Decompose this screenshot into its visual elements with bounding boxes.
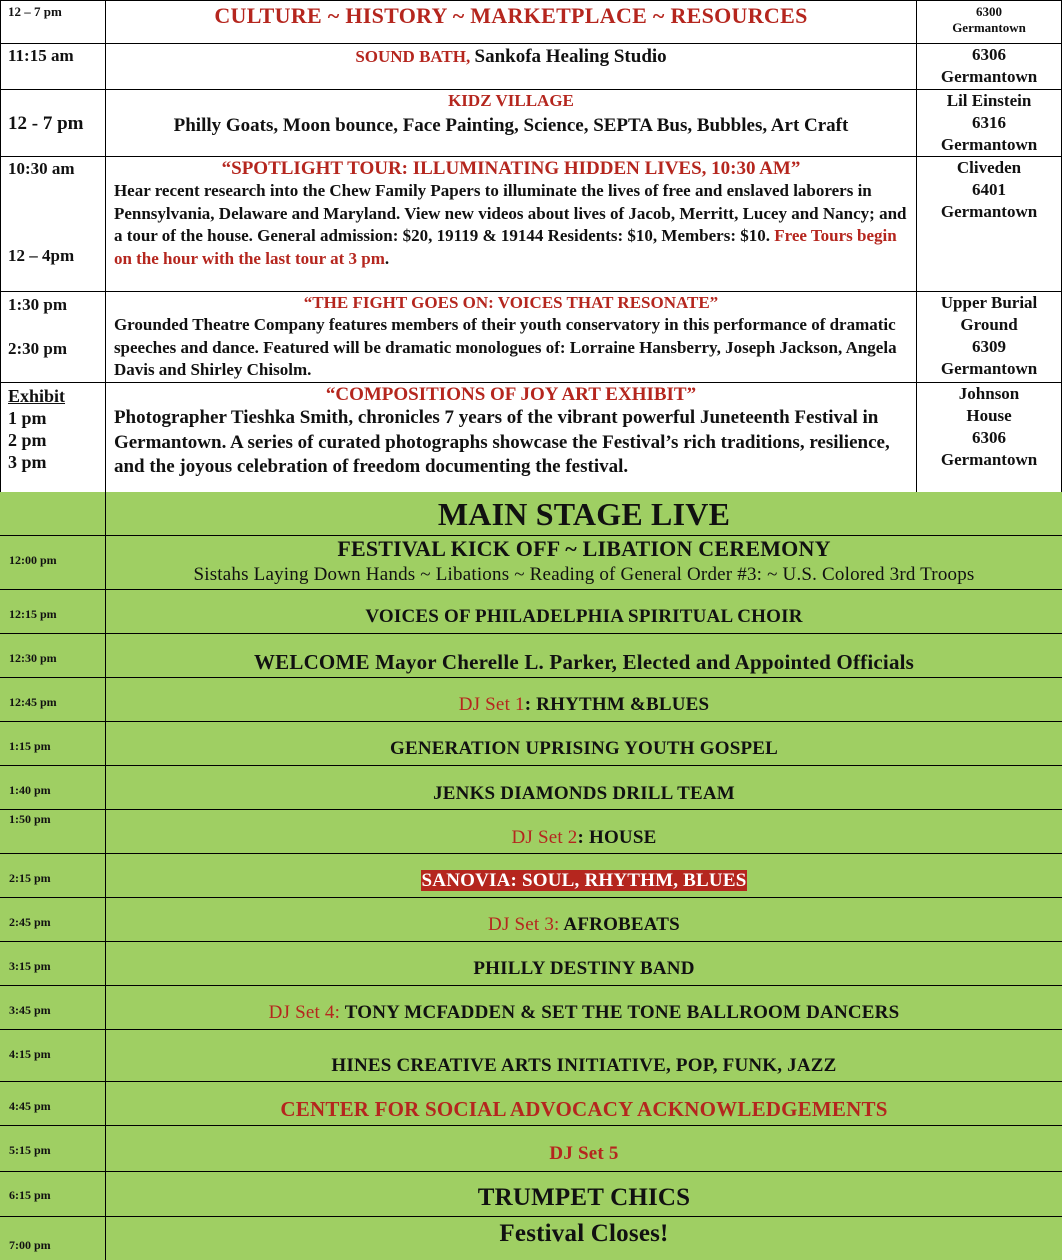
stage-row	[0, 722, 1062, 766]
event-desc: Grounded Theatre Company features members of their youth conservatory in this performance of dramatic speeches and dance. Featured will be dramatic monologues of: Lorraine Hansberry, Joseph Jackson, Angela Davis and Shirley Chisolm.	[113, 315, 897, 379]
desc-end: .	[384, 248, 390, 268]
stage-time: 3:15 pm	[9, 959, 51, 973]
stage-act	[106, 914, 1062, 936]
location-line: Cliveden	[956, 158, 1022, 177]
stage-act	[106, 827, 1062, 849]
stage-row	[0, 590, 1062, 634]
event-title: “COMPOSITIONS OF JOY ART EXHIBIT”	[325, 384, 697, 405]
schedule-header	[105, 1, 916, 44]
stage-row	[0, 898, 1062, 942]
location-line: 6309	[972, 337, 1007, 356]
event-host: Sankofa Healing Studio	[474, 46, 667, 67]
stage-time: 2:45 pm	[9, 915, 51, 929]
stage-time: 6:15 pm	[9, 1188, 51, 1202]
location-cell	[917, 292, 1062, 383]
time-label: 1:30 pm	[8, 295, 68, 314]
dj-set-genre: TONY MCFADDEN & SET THE TONE BALLROOM DANCERS	[340, 1002, 900, 1023]
location-line: 6401	[972, 180, 1007, 199]
table-row	[1, 1, 1062, 44]
table-row	[1, 383, 1062, 493]
location-line: Germantown	[940, 359, 1038, 378]
dj-set-label: DJ Set 4:	[268, 1002, 341, 1023]
main-stage-title: MAIN STAGE LIVE	[437, 496, 731, 532]
stage-time: 1:50 pm	[9, 812, 51, 826]
dj-set-label: DJ Set 3:	[488, 914, 560, 935]
stage-row	[0, 1126, 1062, 1172]
time-cell: 12 – 7 pm	[1, 1, 106, 44]
location-line: Upper Burial	[940, 293, 1038, 312]
stage-row	[0, 1217, 1062, 1260]
location-line: 6306	[972, 45, 1007, 64]
stage-row	[0, 1172, 1062, 1217]
stage-act: CENTER FOR SOCIAL ADVOCACY ACKNOWLEDGEMENTS	[280, 1097, 888, 1121]
event-cell	[105, 157, 916, 292]
stage-time: 5:15 pm	[9, 1143, 51, 1157]
stage-act: VOICES OF PHILADELPHIA SPIRITUAL CHOIR	[365, 606, 803, 627]
location-line: Johnson	[958, 384, 1020, 403]
time-label: 3 pm	[8, 452, 47, 472]
stage-time: 2:15 pm	[9, 871, 51, 885]
location-cell	[917, 383, 1062, 493]
location-line: Lil Einstein	[946, 91, 1032, 110]
exhibit-label: Exhibit	[8, 386, 66, 406]
main-stage-section	[0, 492, 1062, 1260]
event-desc	[114, 180, 908, 270]
location-line: Germantown	[952, 20, 1026, 35]
stage-row	[0, 634, 1062, 678]
dj-set-label: DJ Set 1	[458, 694, 525, 715]
location-line: Germantown	[940, 450, 1038, 469]
stage-row	[0, 1082, 1062, 1126]
stage-act	[106, 694, 1062, 716]
location-line: House	[966, 406, 1012, 425]
event-title: SOUND BATH,	[355, 47, 471, 66]
stage-time: 4:45 pm	[9, 1099, 51, 1113]
activities-table	[0, 0, 1062, 493]
location-line: Ground	[960, 315, 1018, 334]
stage-time: 3:45 pm	[9, 1003, 51, 1017]
dj-set-label: DJ Set 5	[549, 1143, 619, 1164]
time-cell: 12 - 7 pm	[1, 90, 106, 157]
time-label: 10:30 am	[8, 159, 75, 178]
time-cell	[1, 292, 106, 383]
stage-time: 7:00 pm	[9, 1238, 51, 1252]
event-title: KIDZ VILLAGE	[448, 91, 574, 110]
event-cell	[105, 383, 916, 493]
stage-time: 12:15 pm	[9, 607, 57, 621]
time-label: 2:30 pm	[8, 339, 68, 358]
main-stage-header-row	[0, 492, 1062, 536]
time-cell	[1, 383, 106, 493]
stage-act: GENERATION UPRISING YOUTH GOSPEL	[389, 738, 779, 759]
stage-act: HINES CREATIVE ARTS INITIATIVE, POP, FUNK, JAZZ	[331, 1055, 837, 1076]
dj-set-label: DJ Set 2	[511, 827, 578, 848]
stage-act: JENKS DIAMONDS DRILL TEAM	[433, 783, 735, 804]
event-title: “SPOTLIGHT TOUR: ILLUMINATING HIDDEN LIVES, 10:30 AM”	[221, 158, 801, 179]
desc-text: Hear recent research into the Chew Family Papers to illuminate the lives of free and enslaved laborers in Pennsylvania, Delaware and Maryland. View new videos about lives of Jacob, Merritt, Lucey and Nancy; and a tour of the house. General admission: $20, 19119 & 19144 Residents: $10, Members: $10.	[113, 181, 907, 245]
location-cell	[917, 1, 1062, 44]
stage-row	[0, 1030, 1062, 1082]
event-title: “THE FIGHT GOES ON: VOICES THAT RESONATE”	[303, 293, 719, 312]
time-label: 1 pm	[8, 408, 47, 428]
stage-row	[0, 678, 1062, 722]
event-desc: Philly Goats, Moon bounce, Face Painting, Science, SEPTA Bus, Bubbles, Art Craft	[173, 115, 849, 136]
dj-set-genre: AFROBEATS	[559, 914, 680, 935]
stage-time: 1:15 pm	[9, 739, 51, 753]
stage-time: 12:45 pm	[9, 695, 57, 709]
highlighted-act: SANOVIA: SOUL, RHYTHM, BLUES	[421, 870, 747, 891]
stage-act: TRUMPET CHICS	[477, 1184, 691, 1211]
desc-highlight: Free Tours begin on the hour with the last tour at 3 pm	[113, 226, 897, 268]
location-cell	[917, 44, 1062, 90]
location-line: 6300	[976, 4, 1003, 19]
table-row	[1, 292, 1062, 383]
stage-time: 12:30 pm	[9, 651, 57, 665]
event-desc: Photographer Tieshka Smith, chronicles 7 years of the vibrant powerful Juneteenth Festival in Germantown. A series of curated photographs showcase the Festival’s rich traditions, resilience, and the joyous celebration of freedom documenting the festival.	[113, 407, 890, 477]
location-line: Germantown	[940, 202, 1038, 221]
location-cell	[917, 157, 1062, 292]
table-row	[1, 90, 1062, 157]
time-label: 12 – 4pm	[8, 246, 75, 265]
stage-row	[0, 854, 1062, 898]
time-cell: 11:15 am	[1, 44, 106, 90]
stage-row	[0, 986, 1062, 1030]
stage-time: 1:40 pm	[9, 783, 51, 797]
stage-row	[0, 942, 1062, 986]
stage-act-sub: Sistahs Laying Down Hands ~ Libations ~ Reading of General Order #3: ~ U.S. Colored 3rd Troops	[193, 564, 975, 585]
location-cell	[917, 90, 1062, 157]
location-line: Germantown	[940, 67, 1038, 86]
table-row	[1, 44, 1062, 90]
dj-set-genre: : HOUSE	[577, 827, 657, 848]
stage-time: 4:15 pm	[9, 1047, 51, 1061]
stage-row	[0, 766, 1062, 810]
stage-time: 12:00 pm	[9, 553, 57, 567]
event-cell	[105, 44, 916, 90]
stage-act	[106, 870, 1062, 892]
header-title: CULTURE ~ HISTORY ~ MARKETPLACE ~ RESOURCES	[214, 3, 808, 28]
location-line: 6306	[972, 428, 1007, 447]
event-cell	[105, 90, 916, 157]
time-cell	[1, 157, 106, 292]
event-cell	[105, 292, 916, 383]
time-label: 2 pm	[8, 430, 47, 450]
location-line: 6316	[972, 113, 1007, 132]
table-row	[1, 157, 1062, 292]
stage-act: PHILLY DESTINY BAND	[473, 958, 695, 979]
stage-row	[0, 810, 1062, 854]
stage-act: FESTIVAL KICK OFF ~ LIBATION CEREMONY	[337, 536, 831, 561]
stage-row	[0, 536, 1062, 590]
dj-set-genre: : RHYTHM &BLUES	[524, 694, 710, 715]
location-line: Germantown	[940, 135, 1038, 154]
stage-act	[106, 1002, 1062, 1024]
stage-act: WELCOME Mayor Cherelle L. Parker, Elected and Appointed Officials	[253, 650, 915, 674]
stage-act: Festival Closes!	[499, 1220, 669, 1247]
